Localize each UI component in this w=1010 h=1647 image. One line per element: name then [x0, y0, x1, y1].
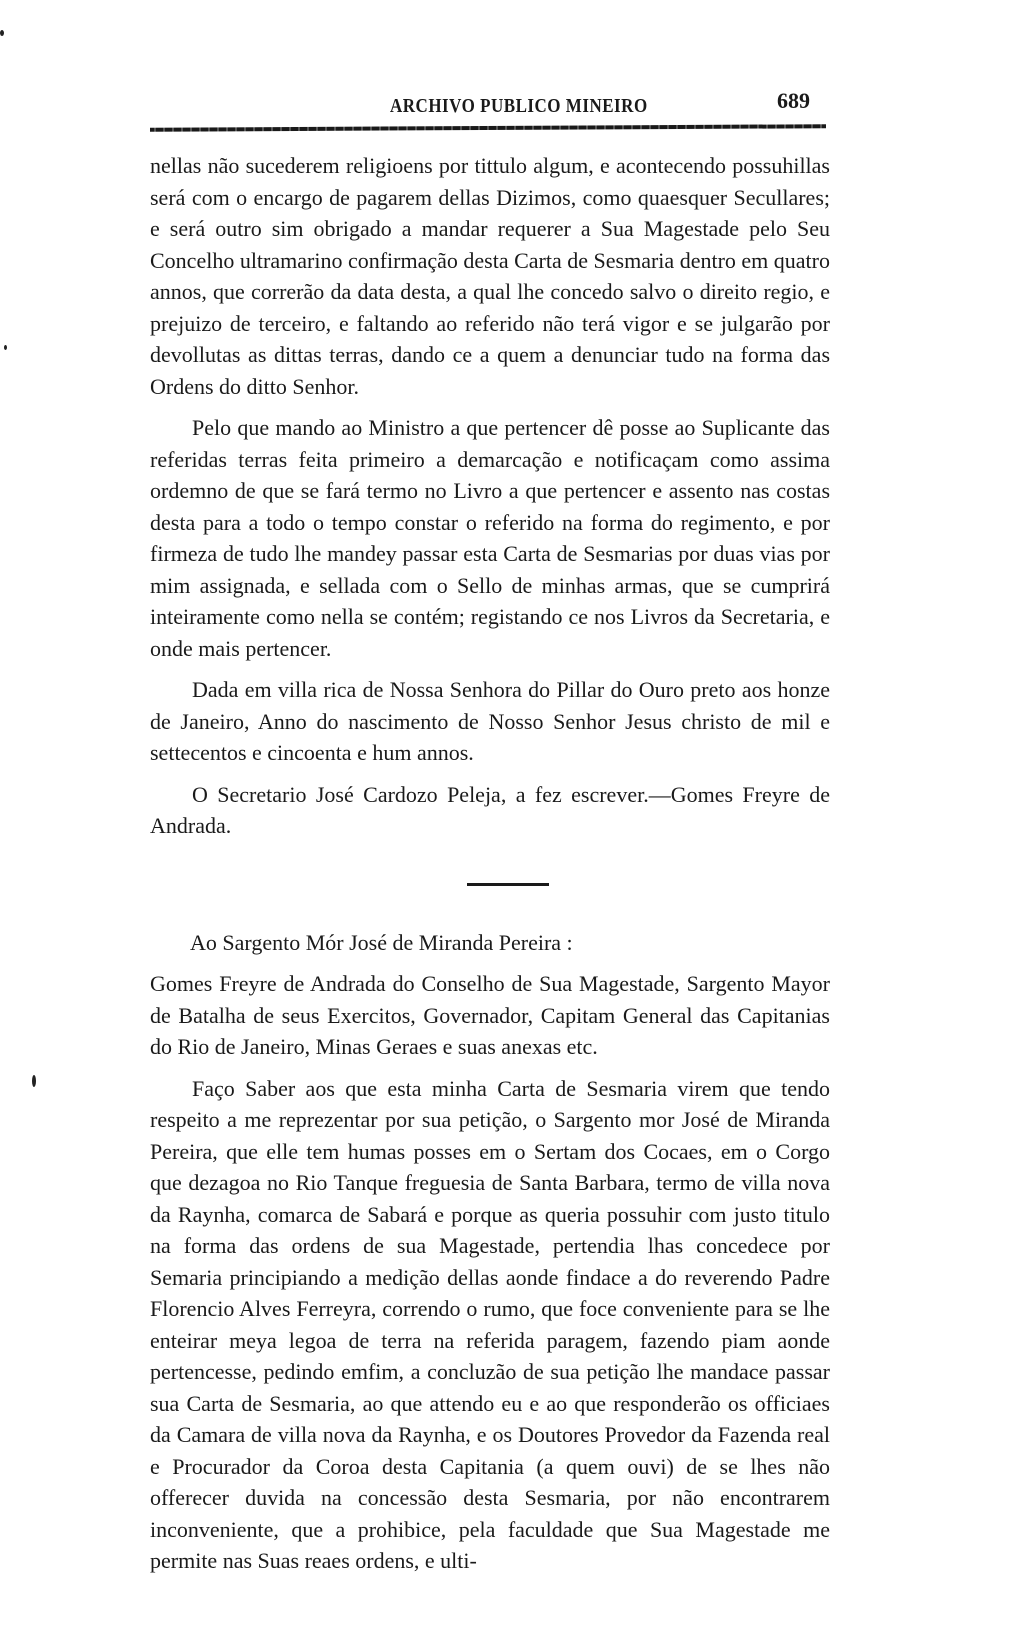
letter-address: Ao Sargento Mór José de Miranda Pereira : [190, 930, 573, 955]
paragraph: Dada em villa rica de Nossa Senhora do Pillar do Ouro preto aos honze de Janeiro, Anno do nascimento de Nosso Senhor Jesus christo de mil e settecentos e cincoenta e hum annos. [150, 677, 830, 765]
page-number: 689 [777, 88, 810, 113]
paragraph: Faço Saber aos que esta minha Carta de Sesmaria virem que tendo respeito a me reprezentar por sua petição, o Sargento mor José de Miranda Pereira, que elle tem humas posses em o Sertam dos Cocaes, em o Corgo que dezagoa no Rio Tanque freguesia de Santa Barbara, termo de villa nova da Raynha, comarca de Sabará e porque as queria possuhir com justo titulo na forma das ordens de sua Magestade, pertendia lhas concedece por Semaria principiando a medição dellas aonde findace a do reverendo Padre Florencio Alves Ferreyra, correndo o rumo, que foce conveniente para se lhe enteirar meya legoa de terra na referida paragem, fazendo piam aonde pertencesse, pedindo emfim, a concluzão de sua petição lhe mandace passar sua Carta de Sesmaria, ao que attendo eu e ao que responderão os officiaes da Camara de villa nova da Raynha, e os Doutores Provedor da Fazenda real e Procurador da Coroa desta Capitania (a quem ouvi) de se lhes não offerecer duvida na concessão desta Sesmaria, por não encontrarem inconveniente, que a prohibice, pela faculdade que Sua Magestade me permite nas Suas reaes ordens, e ulti- [150, 1075, 830, 1573]
signature-paragraph: O Secretario José Cardozo Peleja, a fez escrever.—Gomes Freyre de Andrada. [150, 781, 830, 838]
paragraph: Pelo que mando ao Ministro a que pertencer dê posse ao Suplicante das referidas terras feita primeiro a demarcação e notificaçam como assima ordemno de que se fará termo no Livro a que pertencer e assento nas costas desta para a todo o tempo constar o referido na forma do regimento, e por firmeza de tudo lhe mandey passar esta Carta de Sesmarias por duas vias por mim assignada, e sellada com o Sello de minhas armas, que se cumprirá inteiramente como nella se contém; registando ce nos Livros da Secretaria, e onde mais pertencer. [150, 415, 830, 661]
header-rule [150, 124, 826, 132]
paragraph: Gomes Freyre de Andrada do Conselho de Sua Magestade, Sargento Mayor de Batalha de seus Exercitos, Governador, Capitam General das Capitanias do Rio de Janeiro, Minas Geraes e suas anexas etc. [150, 971, 830, 1059]
scan-speck [32, 1075, 36, 1087]
new-letter-body [150, 968, 830, 1577]
scan-speck [0, 30, 4, 36]
letter-continuation [150, 150, 830, 842]
section-separator [467, 883, 549, 886]
paragraph: nellas não sucederem religioens por tittulo algum, e acontecendo possuhillas será com o encargo de pagarem dellas Dizimos, como quaesquer Secullares; e será outro sim obrigado a mandar requerer a Sua Magestade pelo Seu Concelho ultramarino confirmação desta Carta de Sesmaria dentro em quatro annos, que correrão da data desta, a qual lhe concedo salvo o direito regio, e prejuizo de terceiro, e faltando ao referido não terá vigor e se julgarão por devollutas as dittas terras, dando ce a quem a denunciar tudo na forma das Ordens do ditto Senhor. [150, 153, 830, 399]
scan-speck [4, 345, 7, 350]
running-header [150, 88, 830, 118]
header-title: ARCHIVO PUBLICO MINEIRO [390, 94, 648, 117]
